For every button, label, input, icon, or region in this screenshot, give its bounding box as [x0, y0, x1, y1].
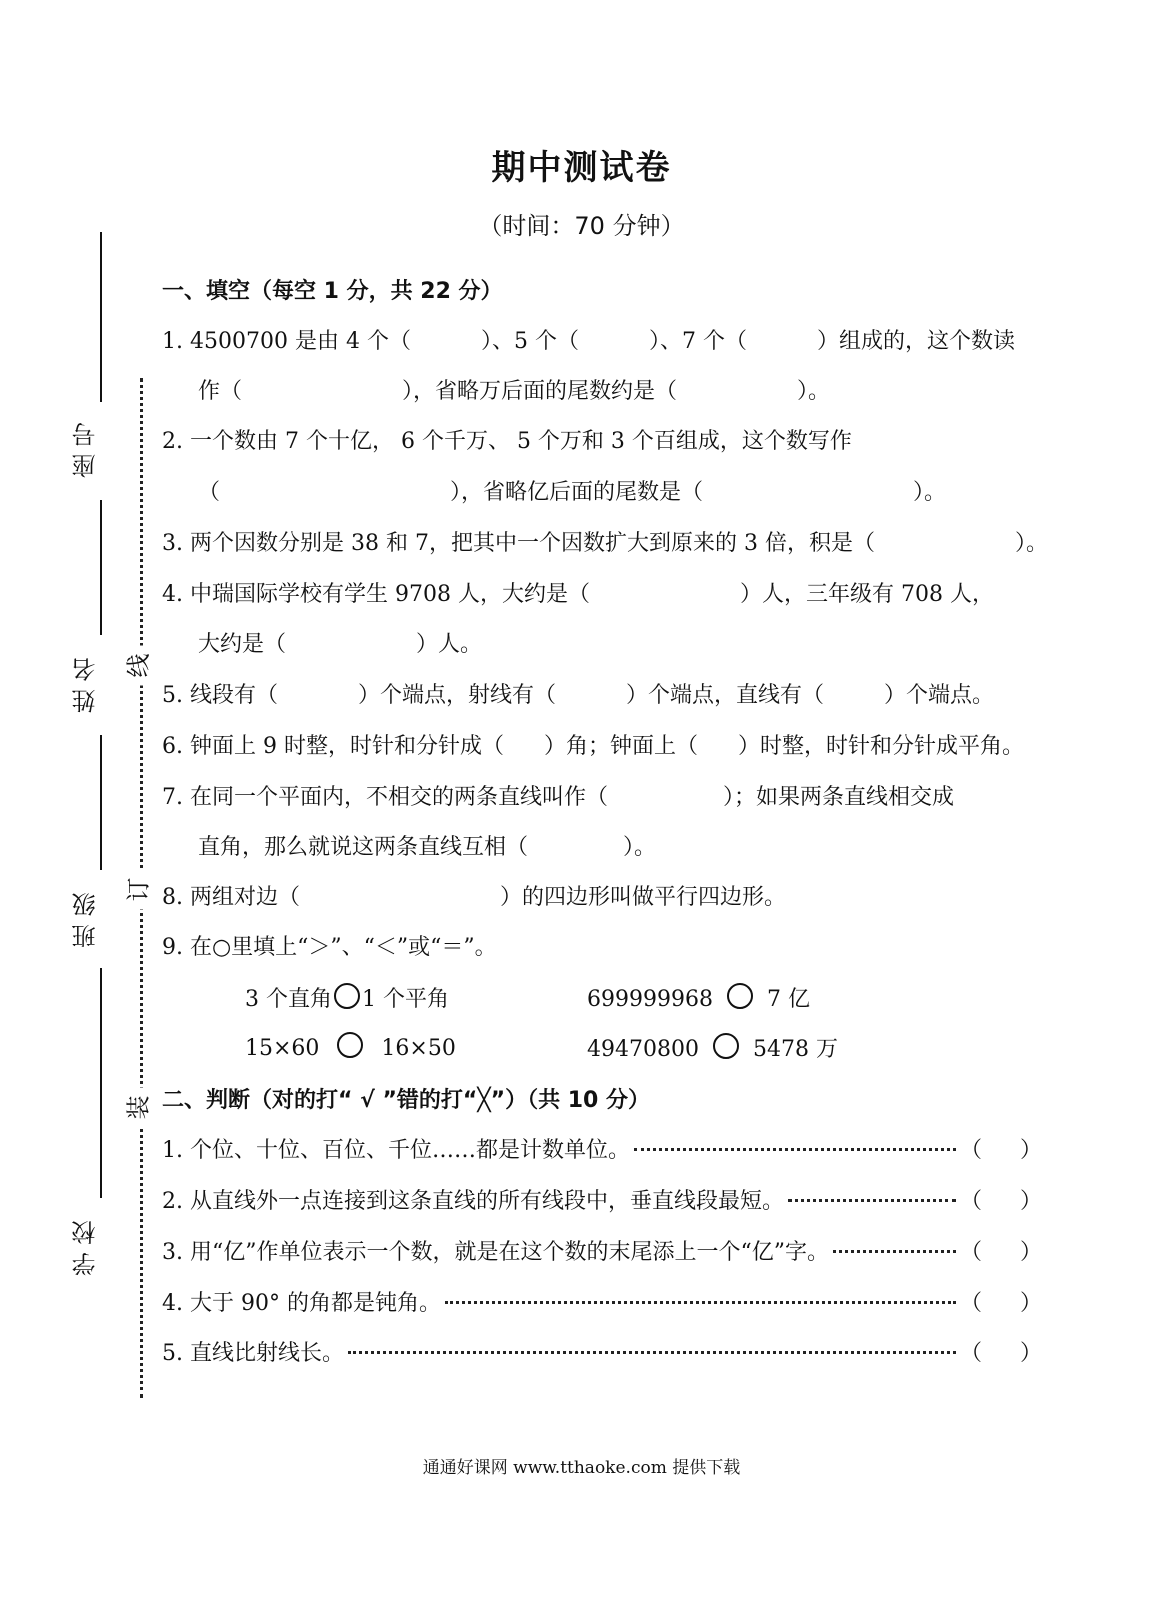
judge-item-4 — [162, 1286, 1042, 1317]
q1-text-b: ）、5 个（ — [480, 329, 579, 354]
paren-open: （ — [960, 1240, 983, 1265]
judge-5-answer-box[interactable] — [960, 1336, 1042, 1367]
paren-close: ） — [1019, 1240, 1042, 1265]
compare-1-left: 3 个直角 — [245, 987, 332, 1012]
class-underline — [100, 735, 102, 870]
binding-char-ding: 订 — [119, 870, 154, 910]
compare-circle-icon[interactable] — [334, 983, 360, 1009]
q1-text-a: 1. 4500700 是由 4 个（ — [162, 329, 411, 354]
binding-char-zhuang: 装 — [119, 1088, 154, 1128]
judge-2-text: 2. 从直线外一点连接到这条直线的所有线段中，垂直线段最短。 — [162, 1189, 784, 1214]
question-5 — [162, 678, 1047, 709]
q3-text-a: 3. 两个因数分别是 38 和 7，把其中一个因数扩大到原来的 3 倍，积是（ — [162, 531, 875, 556]
judge-5-text: 5. 直线比射线长。 — [162, 1341, 344, 1366]
q5-text-d: ）个端点。 — [884, 683, 995, 708]
binding-char-line: 线 — [119, 646, 154, 686]
question-7-line-2 — [198, 830, 1083, 861]
q7-text-b: ）；如果两条直线相交成 — [723, 785, 955, 810]
judge-2-answer-box[interactable] — [960, 1184, 1042, 1215]
question-7-line-1 — [162, 780, 1047, 811]
section2-heading: 二、判断（对的打“ √ ”错的打“╳”）（共 10 分） — [162, 1088, 651, 1113]
question-1-line-1 — [162, 324, 1047, 355]
question-8 — [162, 880, 1047, 911]
judge-3-answer-box[interactable] — [960, 1235, 1042, 1266]
compare-item-2 — [587, 982, 810, 1013]
compare-4-left: 49470800 — [587, 1037, 699, 1062]
q7-text-c: 直角，那么就说这两条直线互相（ — [198, 835, 529, 860]
leader-dots — [348, 1351, 956, 1354]
question-6 — [162, 729, 1047, 760]
judge-1-answer-box[interactable] — [960, 1133, 1042, 1164]
compare-4-right: 5478 万 — [752, 1037, 838, 1062]
compare-1-right: 1 个平角 — [362, 987, 449, 1012]
seat-label: 座 号 — [72, 422, 100, 478]
question-9: 9. 在○里填上“＞”、“＜”或“＝”。 — [162, 935, 497, 960]
judge-4-text: 4. 大于 90° 的角都是钝角。 — [162, 1291, 441, 1316]
compare-item-4 — [587, 1032, 838, 1063]
q6-text-a: 6. 钟面上 9 时整，时针和分针成（ — [162, 734, 504, 759]
judge-item-3 — [162, 1235, 1042, 1266]
compare-2-right: 7 亿 — [766, 987, 810, 1012]
q2-text-c: ），省略亿后面的尾数是（ — [450, 480, 704, 505]
q3-text-b: ）。 — [1014, 531, 1048, 556]
question-2-line-1: 2. 一个数由 7 个十亿， 6 个千万、 5 个万和 3 个百组成，这个数写作 — [162, 429, 852, 454]
name-underline — [100, 500, 102, 635]
name-label: 姓 名 — [72, 657, 100, 713]
paren-open: （ — [960, 1189, 983, 1214]
leader-dots — [445, 1301, 956, 1304]
q4-text-b: ）人，三年级有 708 人， — [739, 582, 994, 607]
q2-text-b: （ — [198, 480, 221, 505]
school-underline — [100, 968, 102, 1198]
school-label: 学 校 — [72, 1220, 100, 1276]
paren-close: ） — [1019, 1291, 1042, 1316]
compare-circle-icon[interactable] — [337, 1032, 363, 1058]
question-3 — [162, 526, 1047, 557]
footer-credit: 通通好课网 www.tthaoke.com 提供下载 — [422, 1458, 741, 1478]
question-1-line-2 — [198, 374, 1083, 405]
compare-item-1 — [245, 982, 449, 1013]
time-limit: （时间：70 分钟） — [478, 212, 685, 240]
page-title: 期中测试卷 — [491, 148, 672, 188]
q5-text-c: ）个端点，直线有（ — [626, 683, 825, 708]
leader-dots — [833, 1250, 956, 1253]
compare-item-3 — [245, 1032, 456, 1061]
compare-2-left: 699999968 — [587, 987, 713, 1012]
q1-text-e: 作（ — [198, 379, 243, 404]
judge-item-2 — [162, 1184, 1042, 1215]
paren-open: （ — [960, 1138, 983, 1163]
question-4-line-2 — [198, 627, 1083, 658]
q7-text-a: 7. 在同一个平面内，不相交的两条直线叫作（ — [162, 785, 608, 810]
q4-text-c: 大约是（ — [198, 632, 287, 657]
compare-circle-icon[interactable] — [713, 1033, 739, 1059]
judge-item-5 — [162, 1336, 1042, 1367]
q6-text-b: ）角；钟面上（ — [543, 734, 698, 759]
q7-text-d: ）。 — [623, 835, 657, 860]
q6-text-c: ）时整，时针和分针成平角。 — [737, 734, 1024, 759]
seat-underline — [100, 232, 102, 402]
q1-text-c: ）、7 个（ — [648, 329, 747, 354]
leader-dots — [788, 1199, 956, 1202]
section1-heading: 一、填空（每空 1 分，共 22 分） — [162, 279, 503, 304]
q8-text-a: 8. 两组对边（ — [162, 885, 300, 910]
paren-open: （ — [960, 1341, 983, 1366]
judge-4-answer-box[interactable] — [960, 1286, 1042, 1317]
q5-text-a: 5. 线段有（ — [162, 683, 278, 708]
q1-text-f: ），省略万后面的尾数约是（ — [402, 379, 678, 404]
q1-text-d: ）组成的，这个数读 — [816, 329, 1015, 354]
q4-text-d: ）人。 — [416, 632, 483, 657]
judge-3-text: 3. 用“亿”作单位表示一个数，就是在这个数的末尾添上一个“亿”字。 — [162, 1240, 829, 1265]
question-2-line-2 — [198, 475, 1083, 506]
compare-circle-icon[interactable] — [727, 983, 753, 1009]
q2-text-d: ）。 — [913, 480, 947, 505]
paren-close: ） — [1019, 1341, 1042, 1366]
class-label: 班 级 — [72, 892, 100, 948]
q5-text-b: ）个端点，射线有（ — [357, 683, 556, 708]
paren-close: ） — [1019, 1138, 1042, 1163]
q1-text-g: ）。 — [797, 379, 831, 404]
q8-text-b: ）的四边形叫做平行四边形。 — [499, 885, 786, 910]
paren-close: ） — [1019, 1189, 1042, 1214]
leader-dots — [634, 1148, 956, 1151]
judge-item-1 — [162, 1133, 1042, 1164]
q4-text-a: 4. 中瑞国际学校有学生 9708 人，大约是（ — [162, 582, 590, 607]
judge-1-text: 1. 个位、十位、百位、千位……都是计数单位。 — [162, 1138, 630, 1163]
paren-open: （ — [960, 1291, 983, 1316]
compare-3-left: 15×60 — [245, 1036, 320, 1061]
compare-3-right: 16×50 — [381, 1036, 456, 1061]
question-4-line-1 — [162, 577, 1047, 608]
